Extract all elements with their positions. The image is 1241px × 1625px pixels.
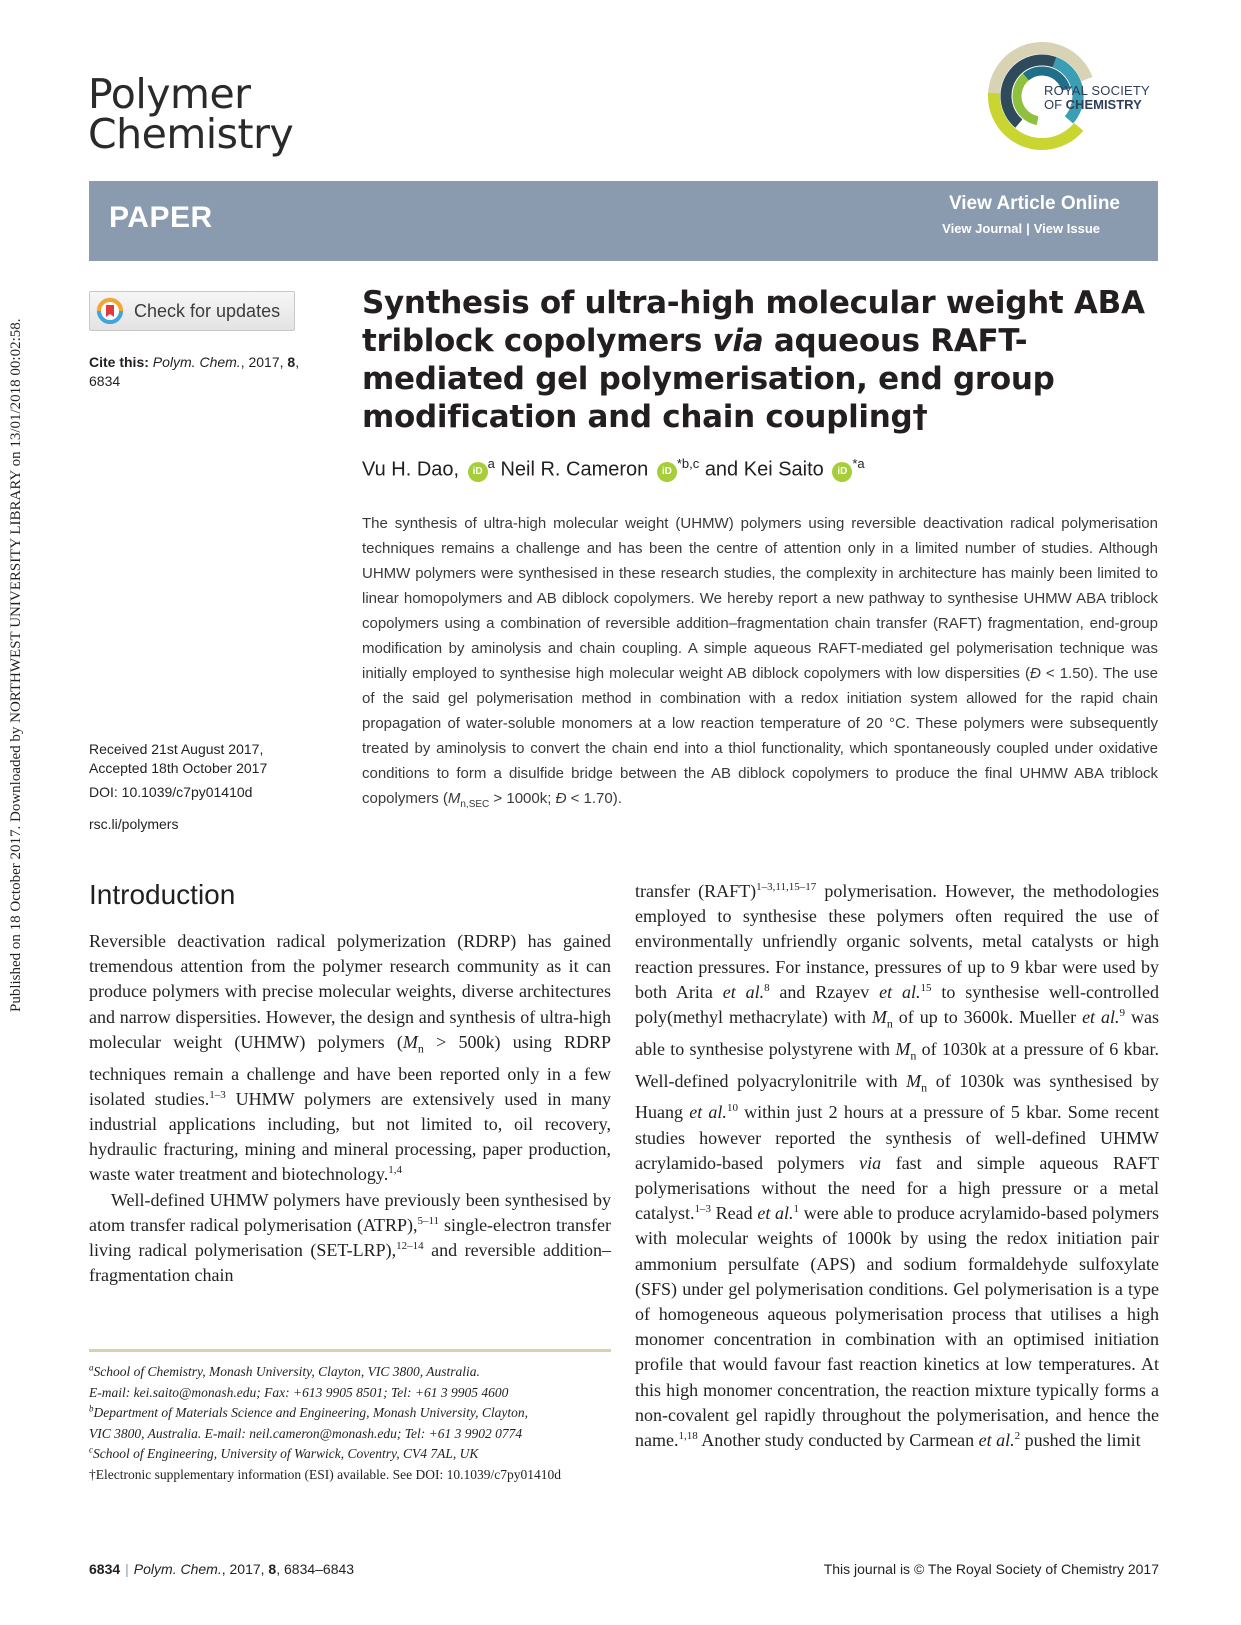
author-cameron[interactable]: Neil R. Cameron <box>500 458 649 481</box>
abstract <box>362 511 1158 817</box>
title-via: via <box>712 323 764 359</box>
reference-link[interactable]: 8 <box>764 981 770 994</box>
affiliation-text: School of Engineering, University of Warwick, Coventry, CV4 7AL, UK <box>93 1446 479 1462</box>
rsc-logo-line2 <box>1044 98 1150 112</box>
body-text: Well-defined UHMW polymers have previously been synthesised by atom transfer radical polymerisation (ATRP), <box>89 1189 611 1235</box>
journal-short-link[interactable]: rsc.li/polymers <box>89 816 179 832</box>
body-text: UHMW polymers are extensively used in many industrial applications including, but not limited to, oil recovery, hydraulic fracturing, mining and mineral processing, paper production, waste water treatment and biotechnology. <box>89 1088 611 1185</box>
cite-pages: , 6834 <box>89 354 300 389</box>
body-text: of 1030k was synthesised by Huang <box>635 1070 1159 1123</box>
rsc-logo-chemistry: CHEMISTRY <box>1065 97 1142 112</box>
view-journal-link[interactable]: View Journal <box>942 221 1023 236</box>
author-saito[interactable]: and Kei Saito <box>704 458 824 481</box>
rsc-logo-line1: ROYAL SOCIETY <box>1044 83 1150 98</box>
footer-journal: Polym. Chem. <box>133 1561 222 1577</box>
mn-subscript: n <box>921 1080 928 1095</box>
body-text: transfer (RAFT) <box>635 881 757 901</box>
et-al: et al. <box>757 1203 794 1224</box>
reference-link[interactable]: 2 <box>1014 1430 1021 1443</box>
mn-subscript: n <box>910 1048 917 1063</box>
intro-paragraph-2-continued <box>635 879 1159 1453</box>
title-part1: Synthesis of ultra-high molecular weight ABA triblock copolymers <box>362 285 1145 359</box>
et-al: et al. <box>722 981 765 1002</box>
body-text: Read <box>710 1203 758 1224</box>
mn-symbol: M <box>402 1031 418 1052</box>
body-text: polymerisation. However, the methodologies employed to synthesise these polymers often required the use of environmentally unfriendly organic solvents, metal catalysts or high reaction pressures. For instance, pressures of up to 9 kbar were used by both Arita <box>635 881 1160 1002</box>
page-number: 6834 <box>89 1561 121 1577</box>
affiliation-marker: a <box>89 1362 94 1373</box>
journal-name <box>88 70 294 158</box>
mn-symbol: M <box>871 1007 887 1028</box>
body-text: and reversible addition–fragmentation chain <box>89 1240 611 1286</box>
footnote-divider <box>89 1349 611 1352</box>
et-al: et al. <box>689 1102 727 1123</box>
et-al: et al. <box>978 1430 1015 1451</box>
orcid-icon[interactable]: iD <box>468 462 488 482</box>
reference-link[interactable]: 12–14 <box>396 1240 424 1253</box>
check-for-updates-button[interactable] <box>89 291 295 331</box>
abstract-text: The synthesis of ultra-high molecular weight (UHMW) polymers using reversible deactivation radical polymerisation techniques remains a challenge and has been the centre of attention only in a limited number of studies. Although UHMW polymers were synthesised in these research studies, the complexity in architecture has mainly been limited to linear homopolymers and AB diblock copolymers. We hereby report a new pathway to synthesise UHMW ABA triblock copolymers using a combination of reversible addition–fragmentation chain transfer (RAFT) fragmentation, end-group modification by aminolysis and chain coupling. A simple aqueous RAFT-mediated gel polymerisation technique was initially employed to synthesise high molecular weight AB diblock copolymers with low dispersities ( <box>362 515 1158 682</box>
abstract-text: > 1000k; <box>489 790 556 807</box>
body-column-right <box>635 879 1159 1453</box>
received-date: Received 21st August 2017, <box>89 741 264 757</box>
reference-link[interactable]: 5–11 <box>417 1214 440 1227</box>
body-text: Another study conducted by Carmean <box>697 1430 979 1451</box>
body-text: Reversible deactivation radical polymerization (RDRP) has gained tremendous attention from the polymer research community as it can produce polymers with precise molecular weights, diverse architectures and narrow dispersities. However, the design and synthesis of ultra-high molecular weight (UHMW) polymers ( <box>89 931 611 1052</box>
page-footer-citation <box>89 1561 354 1577</box>
article-title <box>362 284 1162 436</box>
reference-link[interactable]: 1–3 <box>694 1203 711 1216</box>
cite-journal: Polym. Chem. <box>152 354 241 370</box>
body-text: was able to synthesise polystyrene with <box>635 1007 1159 1059</box>
body-text: were able to produce acrylamido-based polymers with molecular weights of 1000k by using the redox initiation pair ammonium persulfate (APS) and sodium formaldehyde sulfoxylate (SFS) under gel polymerisation conditions. Gel polymerisation is a type of homogeneous aqueous polymerisation process that utilises a high monomer concentration in combination with an optimised initiation profile that would favour fast reaction kinetics at low temperatures. At this high monomer concentration, the reaction mixture typically forms a non-covalent gel rapidly throughout the polymerisation, and hence the name. <box>635 1203 1160 1451</box>
cite-year: , 2017, <box>240 354 288 370</box>
accepted-date: Accepted 18th October 2017 <box>89 760 268 776</box>
mn-subscript: n,SEC <box>460 799 490 810</box>
reference-link[interactable]: 1,18 <box>678 1430 698 1443</box>
intro-paragraph-2 <box>89 1188 611 1289</box>
journal-name-line1: Polymer <box>88 70 251 118</box>
journal-name-line2: Chemistry <box>88 110 294 158</box>
reference-link[interactable]: 1–3,11,15–17 <box>756 881 817 893</box>
et-al: et al. <box>879 981 921 1002</box>
reference-link[interactable]: 1–3 <box>209 1088 226 1101</box>
abstract-text: < 1.50). The use of the said gel polymerisation method in combination with a redox initiation system allowed for the rapid chain propagation of water-soluble monomers at a low reaction temperature of 20 °C. These polymers were subsequently treated by aminolysis to convert the chain end into a thiol functionality, which spontaneously coupled under oxidative conditions to form a disulfide bridge between the AB diblock copolymers to produce the final UHMW ABA triblock copolymers ( <box>362 665 1158 807</box>
doi[interactable]: DOI: 10.1039/c7py01410d <box>89 784 253 800</box>
author-saito-affiliation: *a <box>852 456 865 471</box>
body-text: within just 2 hours at a pressure of 5 kbar. Some recent studies however reported the synthesis of well-defined UHMW acrylamido-based polymers <box>635 1102 1159 1173</box>
author-cameron-affiliation: *b,c <box>676 456 700 471</box>
reference-link[interactable]: 1,4 <box>388 1164 402 1177</box>
banner-link-separator: | <box>1026 221 1030 236</box>
view-article-online-link[interactable]: View Article Online <box>948 193 1120 214</box>
intro-paragraph-1 <box>89 929 611 1188</box>
footer-page-range: , 6834–6843 <box>276 1561 355 1577</box>
section-heading-introduction: Introduction <box>89 879 236 910</box>
crossmark-icon <box>96 297 124 325</box>
affiliation-b-contact: VIC 3800, Australia. E-mail: neil.cameron@monash.edu; Tel: +61 3 9902 0774 <box>89 1425 523 1441</box>
orcid-icon[interactable]: iD <box>657 462 677 482</box>
cite-prefix: Cite this: <box>89 354 149 370</box>
rsc-logo-text <box>1044 84 1150 112</box>
body-text: pushed the limit <box>1020 1430 1141 1451</box>
rsc-logo-of: OF <box>1044 97 1066 112</box>
article-banner <box>89 181 1158 261</box>
body-text: to synthesise well-controlled poly(methyl methacrylate) with <box>635 981 1160 1028</box>
footer-year: , 2017, <box>221 1561 269 1577</box>
footnotes <box>89 1362 611 1486</box>
download-stamp: Published on 18 October 2017. Downloaded by NORTHWEST UNIVERSITY LIBRARY on 13/01/2018 00:02:58. <box>8 318 24 1012</box>
article-type-label: PAPER <box>109 201 213 234</box>
et-al: et al. <box>1082 1007 1120 1028</box>
body-text: fast and simple aqueous RAFT polymerisations without the need for a high pressure or a metal catalyst. <box>635 1152 1159 1224</box>
article-dates <box>89 740 329 778</box>
mn-symbol: M <box>906 1070 922 1091</box>
abstract-text: < 1.70). <box>566 790 622 807</box>
body-text: and Rzayev <box>769 981 880 1002</box>
title-part2: aqueous RAFT-mediated gel polymerisation, end group modification and chain coupling† <box>362 323 1055 435</box>
rsc-logo[interactable] <box>986 40 1156 155</box>
affiliation-text: School of Chemistry, Monash University, Clayton, VIC 3800, Australia. <box>93 1364 480 1379</box>
footer-separator: | <box>125 1561 129 1577</box>
mn-symbol: M <box>447 790 461 807</box>
copyright-notice: This journal is © The Royal Society of Chemistry 2017 <box>823 1561 1159 1577</box>
body-text: > 500k) using RDRP techniques remain a challenge and have been reported only in a few isolated studies. <box>89 1031 611 1109</box>
body-text: of 1030k at a pressure of 6 kbar. Well-defined polyacrylonitrile with <box>635 1038 1159 1091</box>
via: via <box>859 1152 882 1173</box>
reference-link[interactable]: 15 <box>920 981 932 994</box>
dispersity-symbol: Đ <box>555 790 567 807</box>
view-issue-link[interactable]: View Issue <box>1033 221 1100 236</box>
body-column-left <box>89 929 611 1288</box>
affiliation-marker: b <box>89 1403 94 1414</box>
body-text: of up to 3600k. Mueller <box>892 1007 1083 1028</box>
affiliation-b <box>89 1403 611 1424</box>
cite-volume: 8 <box>287 354 296 370</box>
affiliation-text: Department of Materials Science and Engineering, Monash University, Clayton, <box>93 1405 529 1421</box>
banner-links <box>942 221 1100 236</box>
mn-symbol: M <box>895 1038 911 1059</box>
citation <box>89 353 329 391</box>
affiliation-a-contact: E-mail: kei.saito@monash.edu; Fax: +613 9905 8501; Tel: +61 3 9905 4600 <box>89 1384 509 1400</box>
author-dao-affiliation: a <box>487 456 495 471</box>
author-dao[interactable]: Vu H. Dao, <box>362 458 460 481</box>
check-for-updates-label: Check for updates <box>134 300 281 321</box>
affiliation-a <box>89 1362 611 1383</box>
author-list <box>362 456 865 482</box>
footer-volume: 8 <box>268 1561 277 1577</box>
mn-subscript: n <box>886 1016 893 1031</box>
body-text: single-electron transfer living radical polymerisation (SET-LRP), <box>89 1214 611 1261</box>
affiliation-marker: c <box>89 1444 93 1455</box>
reference-link[interactable]: 10 <box>726 1102 738 1115</box>
esi-note: †Electronic supplementary information (ESI) available. See DOI: 10.1039/c7py01410d <box>89 1466 561 1482</box>
mn-subscript: n <box>417 1041 424 1056</box>
reference-link[interactable]: 9 <box>1119 1007 1126 1020</box>
orcid-icon[interactable]: iD <box>832 462 852 482</box>
dispersity-symbol: Đ <box>1029 665 1041 682</box>
reference-link[interactable]: 1 <box>793 1203 800 1216</box>
affiliation-c <box>89 1444 611 1465</box>
